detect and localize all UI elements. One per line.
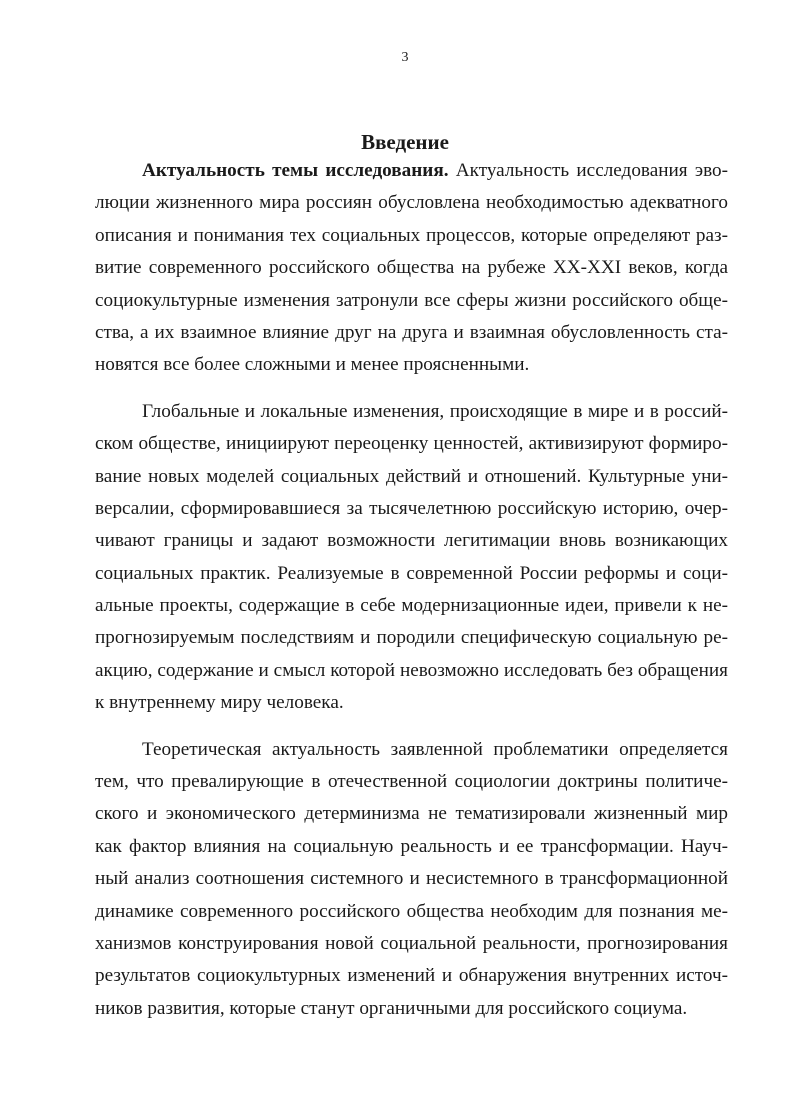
- paragraph-line: динамике современного российского общества необходим для познания ме-: [95, 900, 728, 922]
- paragraph-line: к внутреннему миру человека.: [95, 692, 344, 714]
- paragraph-line: чивают границы и задают возможности легитимации вновь возникающих: [95, 530, 728, 552]
- paragraph-line: альные проекты, содержащие в себе модернизационные идеи, привели к не-: [95, 595, 728, 617]
- paragraph-global-changes: [95, 396, 728, 720]
- paragraph-line: версалии, сформировавшиеся за тысячелетнюю российскую историю, очер-: [95, 497, 728, 519]
- paragraph-line: вание новых моделей социальных действий и отношений. Культурные уни-: [95, 465, 728, 487]
- paragraph-line: ском обществе, инициируют переоценку ценностей, активизируют формиро-: [95, 433, 728, 455]
- paragraph-spacer: [95, 382, 728, 396]
- paragraph-line: витие современного российского общества на рубеже XX-XXI веков, когда: [95, 257, 728, 279]
- paragraph-line: новятся все более сложными и менее проясненными.: [95, 354, 530, 376]
- page-number: 3: [401, 50, 409, 65]
- paragraph-theoretical-relevance: [95, 734, 728, 1026]
- paragraph-line: как фактор влияния на социальную реальность и ее трансформации. Науч-: [95, 835, 728, 857]
- paragraph-line: ханизмов конструирования новой социальной реальности, прогнозирования: [95, 932, 728, 954]
- paragraph-line: описания и понимания тех социальных процессов, которые определяют раз-: [95, 224, 728, 246]
- paragraph-line: ского и экономического детерминизма не тематизировали жизненный мир: [95, 803, 728, 825]
- paragraph-line: социокультурные изменения затронули все сферы жизни российского обще-: [95, 289, 728, 311]
- section-heading: Введение: [361, 130, 449, 154]
- paragraph-relevance: [95, 155, 728, 382]
- document-body: [95, 155, 728, 1025]
- paragraph-line: тем, что превалирующие в отечественной социологии доктрины политиче-: [95, 771, 728, 793]
- paragraph-spacer: [95, 720, 728, 734]
- paragraph-line: люции жизненного мира россиян обусловлена необходимостью адекватного: [95, 192, 728, 214]
- paragraph-line: Теоретическая актуальность заявленной проблематики определяется: [142, 738, 728, 760]
- paragraph-line: ников развития, которые станут органичными для российского социума.: [95, 997, 688, 1019]
- paragraph-line: ный анализ соотношения системного и несистемного в трансформационной: [95, 868, 728, 890]
- paragraph-line: ства, а их взаимное влияние друг на друга и взаимная обусловленность ста-: [95, 321, 728, 343]
- paragraph-line: Глобальные и локальные изменения, происходящие в мире и в россий-: [142, 400, 728, 422]
- paragraph-line: Актуальность темы исследования. Актуальность исследования эво-: [142, 160, 728, 181]
- paragraph-line: социальных практик. Реализуемые в современной России реформы и соци-: [95, 562, 728, 584]
- bold-lead-text: Актуальность темы исследования.: [142, 160, 449, 181]
- paragraph-line: результатов социокультурных изменений и обнаружения внутренних источ-: [95, 965, 728, 987]
- paragraph-line: прогнозируемым последствиям и породили специфическую социальную ре-: [95, 627, 728, 649]
- paragraph-line: акцию, содержание и смысл которой невозможно исследовать без обращения: [95, 659, 728, 681]
